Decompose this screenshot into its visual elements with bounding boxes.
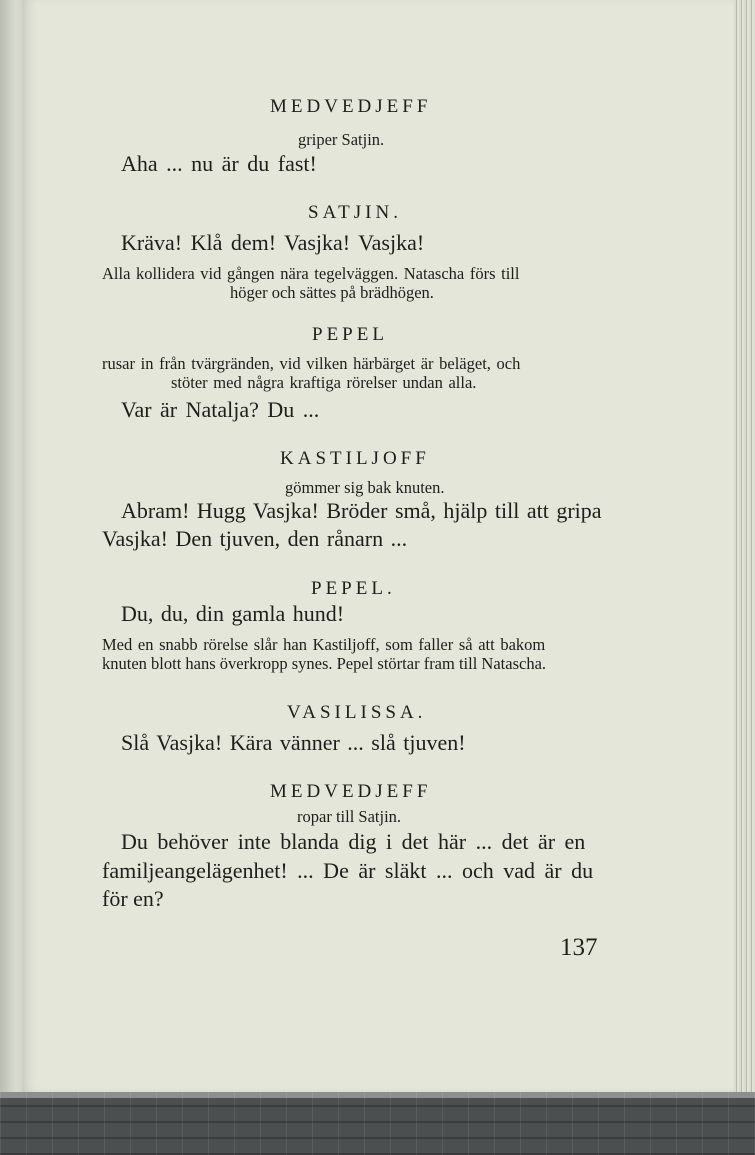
page-number: 137 [560, 934, 598, 961]
speech-line: Du, du, din gamla hund! [121, 601, 345, 626]
stage-direction: knuten blott hans överkropp synes. Pepel störtar fram till Natascha. [102, 654, 547, 673]
right-page-edge [734, 0, 755, 1100]
speaker-vasilissa: VASILISSA. [287, 702, 427, 723]
scanner-background [0, 1092, 755, 1155]
stage-direction: Med en snabb rörelse slår han Kastiljoff, som faller så att bakom [102, 635, 546, 654]
speaker-pepel: PEPEL. [311, 578, 396, 599]
stage-direction: höger och sättes på brädhögen. [230, 283, 434, 302]
speech-line: Var är Natalja? Du ... [121, 397, 320, 422]
speech-line: Vasjka! Den tjuven, den rånarn ... [102, 526, 408, 551]
speaker-medvedjeff: MEDVEDJEFF [270, 781, 432, 802]
speech-line: för en? [102, 886, 164, 911]
stage-direction: Alla kollidera vid gången nära tegelväggen. Natascha förs till [102, 264, 520, 283]
speech-line: Kräva! Klå dem! Vasjka! Vasjka! [121, 230, 425, 255]
speaker-medvedjeff: MEDVEDJEFF [270, 96, 432, 117]
speech-line: Aha ... nu är du fast! [121, 151, 317, 176]
speech-line: Du behöver inte blanda dig i det här ... det är en [121, 829, 586, 854]
stage-direction: griper Satjin. [298, 130, 385, 149]
speech-line: Abram! Hugg Vasjka! Bröder små, hjälp till att gripa [121, 498, 602, 523]
stage-direction: stöter med några kraftiga rörelser undan alla. [171, 373, 477, 392]
speech-line: Slå Vasjka! Kära vänner ... slå tjuven! [121, 730, 466, 755]
stage-direction: rusar in från tvärgränden, vid vilken härbärget är beläget, och [102, 354, 521, 373]
speech-line: familjeangelägenhet! ... De är släkt ... och vad är du [102, 858, 594, 883]
speaker-satjin: SATJIN. [308, 202, 402, 223]
speaker-pepel: PEPEL [312, 324, 388, 345]
speaker-kastiljoff: KASTILJOFF [280, 448, 430, 469]
stage-direction: gömmer sig bak knuten. [285, 478, 445, 497]
stage-direction: ropar till Satjin. [297, 807, 402, 826]
